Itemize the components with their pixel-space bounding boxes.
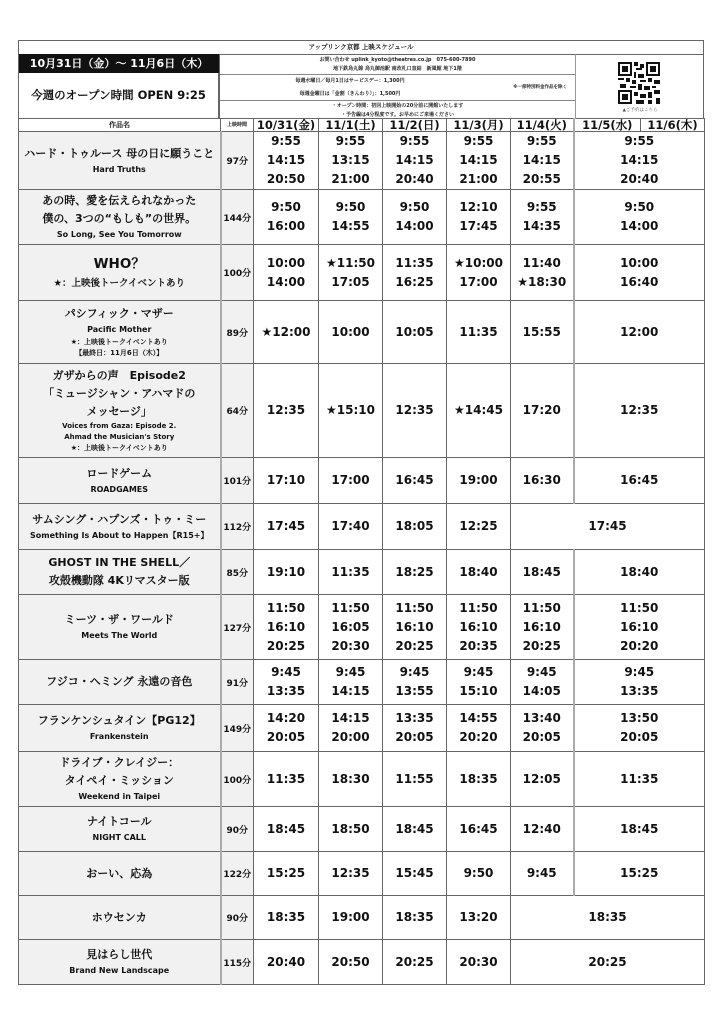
showtime-cell[interactable]: 11:35 [254,752,319,807]
showtime-cell[interactable]: 20:25 [383,940,447,985]
duration-cell: 101分 [221,458,254,504]
schedule-header [18,40,704,118]
showtime-cell[interactable]: 19:00 [319,896,383,940]
showtime-cell-merged[interactable]: 12:35 [574,364,705,458]
showtime-cell[interactable]: 11:50 16:05 20:30 [319,595,383,660]
film-title-english: ROADGAMES [90,484,149,494]
film-title-cell[interactable] [19,705,221,752]
film-title-english: Brand New Landscape [69,966,170,975]
film-title: おーい、応為 [86,866,153,880]
showtime-cell[interactable]: 11:50 16:10 20:25 [511,595,574,660]
showtime-cell[interactable]: 10:05 [383,301,447,364]
showtime-cell[interactable]: 10:00 14:00 [254,245,319,301]
showtime-cell-merged[interactable]: 18:40 [574,550,705,595]
showtime-cell-merged[interactable]: 12:00 [574,301,705,364]
film-title-cell[interactable] [19,458,221,504]
showtime-cell[interactable]: 16:45 [383,458,447,504]
showtime-cell[interactable]: 20:40 [254,940,319,985]
film-note: ★：上映後トークイベントあり [70,338,168,346]
table-row [19,660,705,705]
film-title: ガザからの声 Episode2 [52,369,186,382]
table-row [19,595,705,660]
film-title-cell[interactable] [19,132,221,190]
showtime-cell[interactable]: 18:35 [447,752,511,807]
showtime-cell[interactable]: 11:35 [447,301,511,364]
column-header-day: 11/2(日) [383,119,447,132]
showtime-cell-merged[interactable]: 10:00 16:40 [574,245,705,301]
showtime-cell-merged[interactable]: 16:45 [574,458,705,504]
film-title-english: Weekend in Taipei [78,792,161,801]
showtime-cell[interactable]: 18:45 [254,807,319,852]
showtime-cell[interactable]: 12:40 [511,807,574,852]
showtime-cell[interactable]: 9:50 14:00 [383,190,447,245]
film-title-english: Meets The World [81,631,158,640]
showtime-cell[interactable]: 9:45 14:05 [511,660,574,705]
showtime-cell-merged[interactable]: 11:35 [574,752,705,807]
film-title-cell[interactable] [19,190,221,245]
showtime-cell[interactable]: 11:35 16:25 [383,245,447,301]
showtime-cell[interactable]: 18:35 [254,896,319,940]
column-header-title: 作品名 [19,119,221,132]
table-row [19,807,705,852]
table-row [19,705,705,752]
showtime-cell[interactable]: 12:35 [383,364,447,458]
showtime-cell[interactable]: 11:50 16:10 20:25 [254,595,319,660]
access-info: 地下鉄烏丸線 烏丸御池駅 南改札口直結 新風館 地下1階 [333,66,462,72]
showtime-cell[interactable]: 16:45 [447,807,511,852]
film-title-cell[interactable] [19,550,221,595]
showtime-cell[interactable]: 15:45 [383,852,447,896]
column-header-day: 11/5(水) [574,119,641,132]
showtime-cell[interactable]: 12:35 [254,364,319,458]
showtime-cell[interactable]: 18:30 [319,752,383,807]
film-title-cell[interactable] [19,940,221,985]
qr-caption: ▲ご予約はこちら [622,108,658,113]
film-title-cell[interactable] [19,364,221,458]
info-block [219,54,575,119]
film-title: ドライブ・クレイジー： [59,756,180,769]
showtime-cell[interactable]: 11:50 16:10 20:25 [383,595,447,660]
showtime-cell[interactable]: 18:40 [447,550,511,595]
trailer-note: ・予告編は4分程度です。お早めにご来場ください [340,112,455,118]
film-title-english: Something Is About to Happen【R15+】 [30,530,209,540]
table-row [19,132,705,190]
open-time: 今週のオープン時間 OPEN 9:25 [19,73,219,118]
column-header-day: 11/1(土) [319,119,383,132]
table-row [19,190,705,245]
showtime-cell[interactable]: 14:15 20:00 [319,705,383,752]
showtime-cell[interactable]: 17:40 [319,504,383,550]
showtime-cell[interactable]: 18:50 [319,807,383,852]
showtime-cell-merged[interactable]: 9:55 14:15 20:40 [574,132,705,190]
film-title-cell[interactable] [19,752,221,807]
film-title: フジコ・ヘミング 永遠の音色 [46,675,193,688]
showtime-cell[interactable]: 9:45 13:35 [254,660,319,705]
table-row [19,458,705,504]
film-title-english: Frankenstein [89,732,149,741]
film-title: 見はらし世代 [86,948,153,961]
showtime-cell[interactable]: 17:00 [319,458,383,504]
showtime-cell[interactable]: 9:55 14:15 20:50 [254,132,319,190]
showtime-cell-merged[interactable]: 15:25 [574,852,705,896]
duration-cell: 122分 [221,852,254,896]
film-title: ミーツ・ザ・ワールド [64,613,174,626]
duration-cell: 100分 [221,752,254,807]
showtime-cell[interactable]: 9:55 13:15 21:00 [319,132,383,190]
film-title: フランケンシュタイン【PG12】 [37,714,201,727]
showtime-cell[interactable]: 17:45 [254,504,319,550]
duration-cell: 149分 [221,705,254,752]
showtime-cell[interactable]: 11:50 16:10 20:35 [447,595,511,660]
showtime-cell[interactable]: ★15:10 [319,364,383,458]
duration-cell: 90分 [221,896,254,940]
table-row [19,852,705,896]
showtime-cell[interactable]: 11:40 ★18:30 [511,245,574,301]
service-day-info: 毎週水曜日／毎月1日はサービスデー：1,300円 [295,78,405,84]
showtime-cell[interactable]: 13:40 20:05 [511,705,574,752]
film-title: ナイトコール [86,815,152,828]
showtime-cell[interactable]: 9:55 14:35 [511,190,574,245]
column-header-day: 11/6(木) [641,119,705,132]
showtime-cell[interactable]: 20:30 [447,940,511,985]
film-title-cell[interactable] [19,301,221,364]
table-row [19,940,705,985]
duration-cell: 90分 [221,807,254,852]
column-header-day: 11/3(月) [447,119,511,132]
showtime-cell[interactable]: 13:20 [447,896,511,940]
showtime-cell[interactable]: 15:25 [254,852,319,896]
showtime-cell[interactable]: 11:55 [383,752,447,807]
film-title: ホウセンカ [91,910,147,924]
film-note: ★：上映後トークイベントあり [70,444,168,452]
film-note: Ahmad the Musician's Story [64,433,175,441]
showtime-cell-merged[interactable]: 18:45 [574,807,705,852]
showtime-cell-merged[interactable]: 9:50 14:00 [574,190,705,245]
showtime-cell-merged[interactable]: 18:35 [511,896,705,940]
showtime-cell[interactable]: ★14:45 [447,364,511,458]
duration-cell: 85分 [221,550,254,595]
duration-cell: 100分 [221,245,254,301]
talk-event-note: ★：上映後トークイベントあり [53,277,186,289]
showtime-cell[interactable]: 18:35 [383,896,447,940]
showtime-cell[interactable]: 12:10 17:45 [447,190,511,245]
showtime-cell[interactable]: ★10:00 17:00 [447,245,511,301]
duration-cell: 89分 [221,301,254,364]
film-title: ハード・トゥルース 母の日に願うこと [24,146,215,160]
showtime-cell[interactable]: 9:50 16:00 [254,190,319,245]
film-title-cell[interactable] [19,852,221,896]
table-row [19,752,705,807]
duration-cell: 91分 [221,660,254,705]
showtime-cell[interactable]: 13:35 20:05 [383,705,447,752]
table-row [19,896,705,940]
showtime-cell[interactable]: 9:45 [511,852,574,896]
showtime-cell[interactable]: 12:25 [447,504,511,550]
showtime-cell[interactable]: 12:05 [511,752,574,807]
showtime-cell-merged[interactable]: 20:25 [511,940,705,985]
film-title: ロードゲーム [86,466,153,480]
showtime-cell[interactable]: 19:00 [447,458,511,504]
showtime-cell[interactable]: 15:55 [511,301,574,364]
schedule-table [18,118,705,985]
showtime-cell[interactable]: 20:50 [319,940,383,985]
duration-cell: 127分 [221,595,254,660]
film-title-cell[interactable] [19,504,221,550]
showtime-cell[interactable]: 12:35 [319,852,383,896]
film-title-cell[interactable] [19,807,221,852]
film-title: 僕の、3つの“もしも”の世界。 [42,212,197,225]
showtime-cell-merged[interactable]: 11:50 16:10 20:20 [574,595,705,660]
duration-cell: 97分 [221,132,254,190]
showtime-cell[interactable]: 14:55 20:20 [447,705,511,752]
film-title: 「ミュージシャン・アハマドの [43,387,196,400]
showtime-cell[interactable]: 17:10 [254,458,319,504]
divider [220,74,575,75]
showtime-cell[interactable]: 19:10 [254,550,319,595]
showtime-cell[interactable]: 9:55 14:15 20:40 [383,132,447,190]
film-title-english: Pacific Mother [87,325,152,334]
table-row [19,301,705,364]
showtime-cell[interactable]: 9:45 13:55 [383,660,447,705]
showtime-cell[interactable]: 9:50 14:55 [319,190,383,245]
film-title-cell[interactable] [19,245,221,301]
showtime-cell[interactable]: 18:25 [383,550,447,595]
film-title: GHOST IN THE SHELL／ [48,556,191,569]
showtime-cell[interactable]: 14:20 20:05 [254,705,319,752]
film-title-english: So Long, See You Tomorrow [56,230,182,239]
duration-cell: 64分 [221,364,254,458]
film-note: Voices from Gaza: Episode 2. [62,422,177,430]
table-row [19,550,705,595]
contact-info: お問い合わせ uplink_kyoto@theatres.co.jp 075-600-7890 [319,57,476,63]
showtime-cell-merged[interactable]: 13:50 20:05 [574,705,705,752]
showtime-cell[interactable]: 16:30 [511,458,574,504]
kinwari-info: 毎週金曜日は「金割（きんわり）」：1,500円 [299,91,401,97]
showtime-cell[interactable]: 11:35 [319,550,383,595]
film-title-cell[interactable] [19,660,221,705]
showtime-cell[interactable]: 9:55 14:15 21:00 [447,132,511,190]
film-note: 【最終日：11月6日（木）】 [75,349,164,357]
duration-cell: 112分 [221,504,254,550]
qr-block [575,54,703,119]
duration-cell: 144分 [221,190,254,245]
duration-cell: 115分 [221,940,254,985]
showtime-cell[interactable]: 9:45 14:15 [319,660,383,705]
special-price-note: ※一部特別料金作品を除く [513,85,567,90]
film-title: パシフィック・マザー [64,307,174,320]
showtime-cell[interactable]: 10:00 [319,301,383,364]
column-header-duration: 上映時間 [221,119,254,132]
open-note: ・オープン時間：初回上映開始の20分前に開館いたします [331,103,464,109]
showtime-cell[interactable]: 9:55 14:15 20:55 [511,132,574,190]
showtime-cell[interactable]: ★12:00 [254,301,319,364]
schedule-sheet [18,40,704,985]
film-title: サムシング・ハプンズ・トゥ・ミー [32,512,207,526]
film-title-english: Hard Truths [92,164,146,174]
showtime-cell[interactable]: 9:50 [447,852,511,896]
film-title: タイペイ・ミッション [64,774,174,787]
film-title: メッセージ」 [86,405,152,418]
column-header-day: 11/4(火) [511,119,574,132]
date-range: 10月31日（金）～ 11月6日（木） [19,54,219,73]
film-title-cell[interactable] [19,595,221,660]
schedule-title: アップリンク京都 上映スケジュール [19,41,703,55]
divider [220,100,575,101]
showtime-cell[interactable]: 17:20 [511,364,574,458]
table-header-row [19,119,705,132]
film-title: WHO？ [93,255,145,272]
table-row [19,504,705,550]
table-row [19,364,705,458]
column-header-day: 10/31(金) [254,119,319,132]
showtime-cell-merged[interactable]: 9:45 13:35 [574,660,705,705]
showtime-cell[interactable]: ★11:50 17:05 [319,245,383,301]
film-title: 攻殻機動隊 4Kリマスター版 [48,574,190,587]
film-title: あの時、愛を伝えられなかった [42,194,197,207]
showtime-cell[interactable]: 18:05 [383,504,447,550]
qr-code-icon[interactable] [618,62,660,104]
table-row [19,245,705,301]
film-title-cell[interactable] [19,896,221,940]
showtime-cell-merged[interactable]: 17:45 [511,504,705,550]
showtime-cell[interactable]: 18:45 [383,807,447,852]
showtime-cell[interactable]: 18:45 [511,550,574,595]
showtime-cell[interactable]: 9:45 15:10 [447,660,511,705]
film-title-english: NIGHT CALL [92,833,146,842]
